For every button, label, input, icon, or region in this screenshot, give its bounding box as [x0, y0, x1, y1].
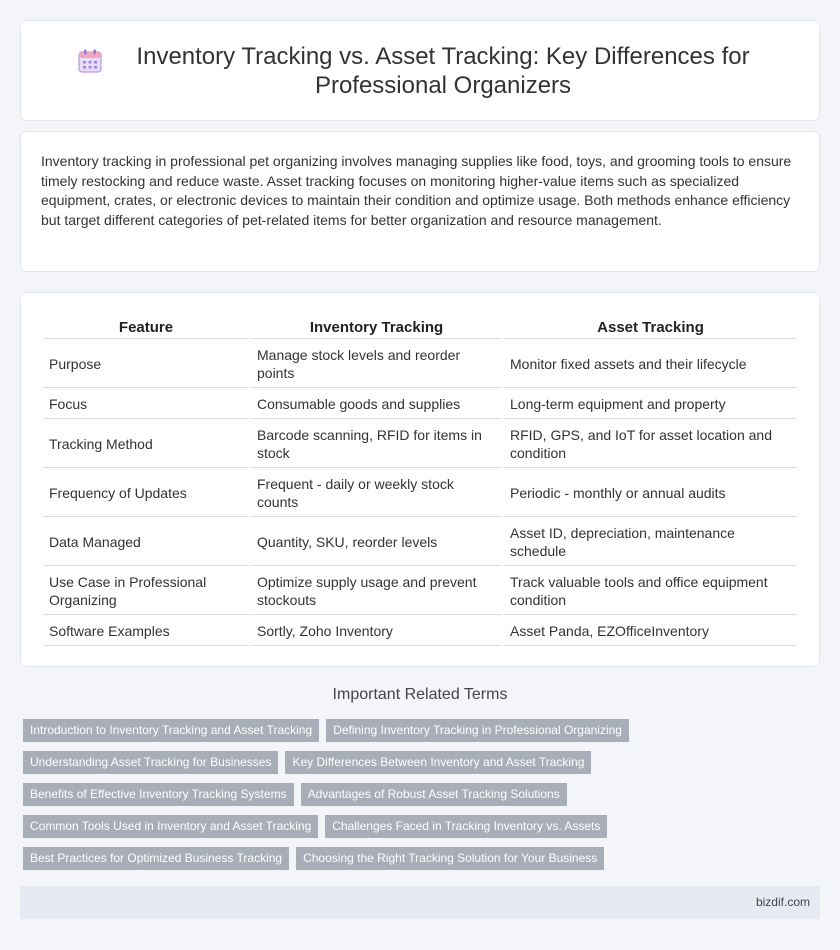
related-term-link[interactable]: Defining Inventory Tracking in Professional Organizing — [326, 719, 629, 742]
table-cell: Frequent - daily or weekly stock counts — [251, 470, 502, 517]
table-cell: Use Case in Professional Organizing — [43, 568, 249, 615]
table-cell: Tracking Method — [43, 421, 249, 468]
table-cell: Asset ID, depreciation, maintenance schedule — [504, 519, 797, 566]
related-term-link[interactable]: Best Practices for Optimized Business Tracking — [23, 847, 289, 870]
table-cell: Sortly, Zoho Inventory — [251, 617, 502, 646]
related-terms-heading: Important Related Terms — [332, 686, 508, 703]
comparison-table-card — [20, 292, 820, 667]
related-term-link[interactable]: Key Differences Between Inventory and Asset Tracking — [285, 751, 591, 774]
table-cell: RFID, GPS, and IoT for asset location and condition — [504, 421, 797, 468]
table-row — [43, 390, 797, 419]
intro-card — [20, 131, 820, 272]
table-row — [43, 617, 797, 646]
site-link[interactable]: bizdif.com — [755, 895, 810, 909]
tag-row — [23, 815, 823, 838]
table-cell: Manage stock levels and reorder points — [251, 341, 502, 388]
related-term-link[interactable]: Choosing the Right Tracking Solution for Your Business — [296, 847, 604, 870]
related-term-link[interactable]: Advantages of Robust Asset Tracking Solutions — [301, 783, 567, 806]
table-row — [43, 341, 797, 388]
table-cell: Track valuable tools and office equipment condition — [504, 568, 797, 615]
related-terms-list — [23, 719, 823, 879]
table-cell: Quantity, SKU, reorder levels — [251, 519, 502, 566]
column-header-asset: Asset Tracking — [504, 315, 797, 339]
table-cell: Focus — [43, 390, 249, 419]
table-cell: Long-term equipment and property — [504, 390, 797, 419]
table-row — [43, 519, 797, 566]
table-cell: Consumable goods and supplies — [251, 390, 502, 419]
intro-text: Inventory tracking in professional pet organizing involves managing supplies like food, toys, and grooming tools to ensure timely restocking and reduce waste. Asset tracking focuses on monitoring higher-value items such as specialized equipment, crates, or electronic devices to maintain their condition and optimize usage. Both methods enhance efficiency but target different categories of pet-related items for better organization and resource management. — [41, 153, 792, 228]
calendar-icon — [77, 48, 103, 74]
table-cell: Software Examples — [43, 617, 249, 646]
table-row — [43, 568, 797, 615]
tag-row — [23, 847, 823, 870]
table-cell: Frequency of Updates — [43, 470, 249, 517]
tag-row — [23, 719, 823, 742]
table-cell: Barcode scanning, RFID for items in stock — [251, 421, 502, 468]
table-cell: Purpose — [43, 341, 249, 388]
column-header-inventory: Inventory Tracking — [251, 315, 502, 339]
tag-row — [23, 751, 823, 774]
table-cell: Asset Panda, EZOfficeInventory — [504, 617, 797, 646]
page-title: Inventory Tracking vs. Asset Tracking: Key Differences for Professional Organizers — [136, 42, 750, 99]
table-cell: Monitor fixed assets and their lifecycle — [504, 341, 797, 388]
comparison-table — [41, 313, 799, 648]
table-row — [43, 470, 797, 517]
table-header-row — [43, 315, 797, 339]
table-cell: Data Managed — [43, 519, 249, 566]
related-term-link[interactable]: Introduction to Inventory Tracking and Asset Tracking — [23, 719, 319, 742]
table-row — [43, 421, 797, 468]
header-card — [20, 20, 820, 121]
column-header-feature: Feature — [43, 315, 249, 339]
footer — [20, 886, 820, 919]
related-term-link[interactable]: Common Tools Used in Inventory and Asset Tracking — [23, 815, 318, 838]
tag-row — [23, 783, 823, 806]
related-term-link[interactable]: Understanding Asset Tracking for Businesses — [23, 751, 278, 774]
related-term-link[interactable]: Benefits of Effective Inventory Tracking Systems — [23, 783, 294, 806]
table-cell: Periodic - monthly or annual audits — [504, 470, 797, 517]
related-term-link[interactable]: Challenges Faced in Tracking Inventory vs. Assets — [325, 815, 607, 838]
table-cell: Optimize supply usage and prevent stockouts — [251, 568, 502, 615]
